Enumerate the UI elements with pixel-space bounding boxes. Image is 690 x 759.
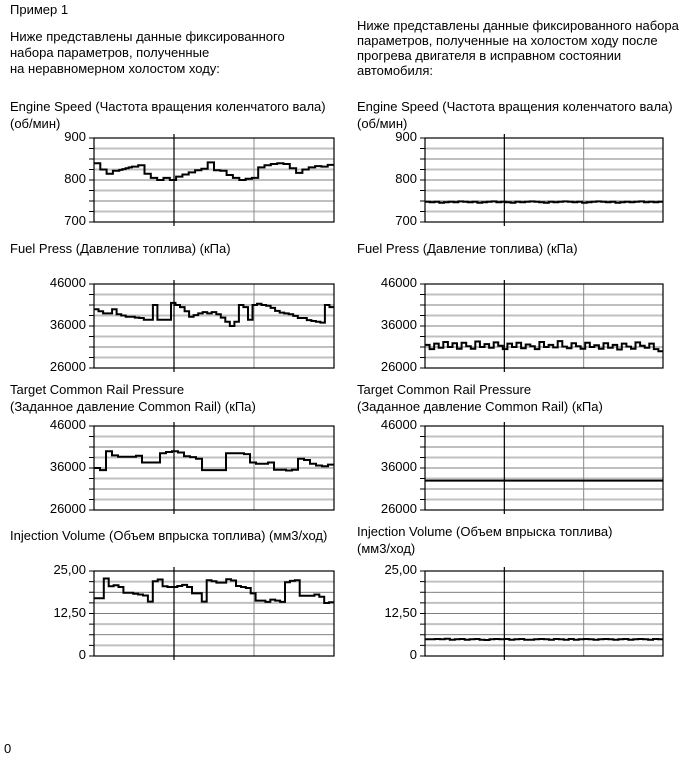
- y-tick-label: 46000: [49, 275, 86, 290]
- chart-title-line: (об/мин): [10, 116, 61, 131]
- chart-title-line: Engine Speed (Частота вращения коленчатого вала): [357, 99, 673, 114]
- chart-svg: [94, 138, 334, 222]
- chart-title: [10, 527, 327, 544]
- series-line: [425, 639, 663, 640]
- chart-svg: [425, 138, 663, 222]
- left-description-line: набора параметров, полученные: [10, 45, 210, 60]
- chart-title-line: Injection Volume (Объем впрыска топлива) (мм3/ход): [10, 528, 328, 543]
- page-number: 0: [4, 741, 12, 756]
- y-tick-label: 46000: [380, 275, 417, 290]
- chart-title-line: Fuel Press (Давление топлива) (кПа): [10, 241, 231, 256]
- y-tick-label: 12,50: [384, 604, 417, 620]
- series-line: [94, 303, 334, 326]
- y-tick-label: 26000: [49, 501, 86, 516]
- y-tick-label: 25,00: [384, 562, 417, 577]
- y-tick-label: 46000: [380, 417, 417, 432]
- right-description-line: Ниже представлены данные фиксированного набора: [357, 18, 679, 33]
- chart-title: [10, 98, 326, 132]
- y-tick-label: 36000: [380, 317, 417, 332]
- chart-title: [357, 240, 578, 257]
- chart-title: [10, 240, 231, 257]
- chart-right-target-common-rail: [380, 417, 663, 516]
- chart-title: [357, 523, 612, 557]
- y-tick-label: 36000: [49, 317, 86, 332]
- chart-svg: [425, 426, 663, 510]
- y-tick-label: 0: [409, 647, 417, 662]
- y-tick-label: 800: [395, 171, 417, 186]
- y-tick-label: 900: [395, 129, 417, 144]
- chart-title-line: (мм3/ход): [357, 541, 416, 556]
- chart-title-line: Target Common Rail Pressure: [357, 382, 532, 397]
- y-tick-label: 26000: [380, 501, 417, 516]
- y-tick-label: 700: [64, 213, 86, 228]
- chart-title-line: Engine Speed (Частота вращения коленчатого вала): [10, 99, 326, 114]
- y-tick-label: 900: [64, 129, 86, 144]
- chart-title: [357, 381, 603, 415]
- y-tick-label: 26000: [49, 359, 86, 374]
- chart-title-line: Injection Volume (Объем впрыска топлива): [357, 524, 613, 539]
- y-tick-label: 26000: [380, 359, 417, 374]
- chart-title-line: (об/мин): [357, 116, 408, 131]
- right-description-line: автомобиля:: [357, 63, 434, 78]
- y-tick-label: 36000: [49, 459, 86, 474]
- y-tick-label: 46000: [49, 417, 86, 432]
- left-description-line: на неравномерном холостом ходу:: [10, 61, 220, 76]
- series-line: [425, 201, 663, 202]
- chart-title: [10, 381, 256, 415]
- chart-svg: [94, 284, 334, 368]
- left-description-line: Ниже представлены данные фиксированного: [10, 29, 285, 44]
- y-tick-label: 800: [64, 171, 86, 186]
- series-line: [425, 341, 663, 351]
- example-title: Пример 1: [10, 2, 69, 17]
- left-description: [10, 29, 285, 77]
- chart-title-line: (Заданное давление Common Rail) (кПа): [10, 399, 256, 414]
- chart-title-line: Target Common Rail Pressure: [10, 382, 185, 397]
- chart-svg: [425, 284, 663, 368]
- chart-title-line: Fuel Press (Давление топлива) (кПа): [357, 241, 578, 256]
- right-description: [357, 18, 679, 78]
- chart-left-target-common-rail: [49, 417, 334, 516]
- y-tick-label: 0: [78, 647, 86, 662]
- chart-right-injection-volume: [384, 562, 663, 662]
- chart-svg: [425, 571, 663, 656]
- chart-title-line: (Заданное давление Common Rail) (кПа): [357, 399, 603, 414]
- y-tick-label: 12,50: [53, 604, 86, 620]
- series-line: [94, 162, 334, 180]
- chart-svg: [94, 571, 334, 656]
- chart-right-engine-speed: [395, 129, 663, 228]
- right-description-line: параметров, полученные на холостом ходу после: [357, 33, 658, 48]
- chart-right-fuel-press: [380, 275, 663, 374]
- chart-left-engine-speed: [64, 129, 334, 228]
- chart-left-injection-volume: [53, 562, 334, 662]
- chart-title: [357, 98, 673, 132]
- y-tick-label: 700: [395, 213, 417, 228]
- y-tick-label: 25,00: [53, 562, 86, 577]
- chart-left-fuel-press: [49, 275, 334, 374]
- chart-svg: [94, 426, 334, 510]
- right-description-line: прогрева двигателя в исправном состоянии: [357, 48, 622, 63]
- y-tick-label: 36000: [380, 459, 417, 474]
